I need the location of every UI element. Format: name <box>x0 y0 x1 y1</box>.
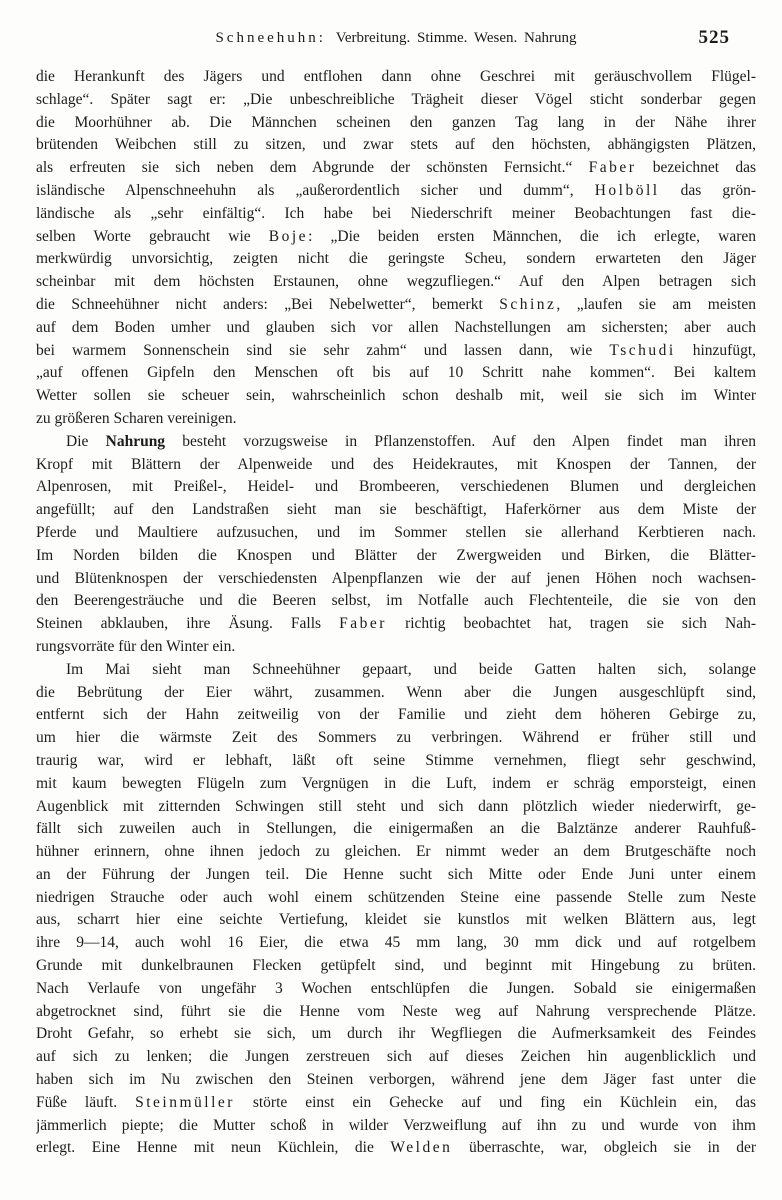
text-segment: Wetter sollen sie scheuer sein, wahrscheinlich schon deshalb mit, weil sie sich im Winter <box>36 387 756 405</box>
text-segment: scheinbar mit dem höchsten Erstaunen, ohne wegzufliegen.“ Auf den Alpen betragen sich <box>36 273 756 291</box>
text-segment: bei warmem Sonnenschein sind sie sehr zahm“ und lassen dann, wie <box>36 341 610 359</box>
text-segment: Füße läuft. <box>36 1093 136 1111</box>
page-number: 525 <box>698 27 730 48</box>
text-segment: haben sich im Nu zwischen den Steinen verborgen, während jene dem Jäger fast unter die <box>36 1071 756 1089</box>
text-segment: Pferde und Maultiere aufzusuchen, und im Sommer stellen sie allerhand Kerbtieren nach. <box>36 523 756 541</box>
text-segment: hinzufügt, <box>675 341 756 359</box>
text-segment: aus, scharrt hier eine seichte Vertiefung, kleidet sie kunstlos mit welken Blättern aus, legt <box>36 911 756 929</box>
text-line <box>36 682 756 705</box>
text-line <box>36 66 756 89</box>
text-segment: das grön- <box>659 181 756 199</box>
text-segment: überraschte, war, obgleich sie in der <box>452 1139 756 1157</box>
text-segment: zu größeren Scharen vereinigen. <box>36 409 237 427</box>
text-line <box>36 112 756 135</box>
text-line <box>36 180 756 203</box>
text-segment: mit kaum bewegten Flügeln zum Vergnügen in die Luft, indem er schräg emporsteigt, einen <box>36 774 756 792</box>
text-segment: brütenden Weibchen still zu sitzen, und zwar stets auf den höchsten, abhängigsten Plätzen, <box>36 136 756 154</box>
text-segment-spaced: Welden <box>390 1139 453 1157</box>
text-segment-spaced: Faber <box>588 159 637 177</box>
text-line <box>36 271 756 294</box>
text-line <box>36 1092 756 1115</box>
text-segment-spaced: Holböll <box>594 181 660 199</box>
text-line <box>36 340 756 363</box>
text-line <box>36 134 756 157</box>
text-line <box>36 955 756 978</box>
text-segment: die Bebrütung der Eier währt, zusammen. Wenn aber die Jungen ausgeschlüpft sind, <box>36 683 756 701</box>
text-line <box>36 1023 756 1046</box>
text-segment: : „Die beiden ersten Männchen, die ich erlegte, waren <box>308 227 756 245</box>
text-line <box>36 978 756 1001</box>
text-line <box>36 909 756 932</box>
text-line <box>36 385 756 408</box>
text-line <box>36 454 756 477</box>
text-segment-spaced: Boje <box>268 227 309 245</box>
text-segment: Grunde mit dunkelbraunen Flecken getüpfelt sind, und beginnt mit Hingebung zu brüten. <box>36 957 756 975</box>
text-segment: bezeichnet das <box>636 159 756 177</box>
text-line <box>36 887 756 910</box>
text-segment-spaced: Steinmüller <box>135 1093 235 1111</box>
text-segment: Kropf mit Blättern der Alpenweide und des Heidekrautes, mit Knospen der Tannen, der <box>36 455 756 473</box>
text-segment: isländische Alpenschneehuhn als „außerordentlich sicher und dumm“, <box>36 181 595 199</box>
text-segment: erlegt. Eine Henne mit neun Küchlein, die <box>36 1139 391 1157</box>
text-segment-spaced: Tschudi <box>609 341 676 359</box>
text-line <box>36 408 756 431</box>
text-segment: ihre 9—14, auch wohl 16 Eier, die etwa 45 mm lang, 30 mm dick und auf rotgelbem <box>36 934 756 952</box>
text-line <box>36 1069 756 1092</box>
text-line <box>36 932 756 955</box>
text-segment: Augenblick mit zitternden Schwingen still steht und sich dann plötzlich wieder niederwirft, ge- <box>36 797 756 815</box>
text-segment: schlage“. Später sagt er: „Die unbeschreibliche Trägheit dieser Vögel sticht sonderbar gegen <box>36 90 756 108</box>
text-segment: merkwürdig unvorsichtig, zeigten nicht die geringste Scheu, sondern erwarteten den Jäger <box>36 250 756 268</box>
text-line <box>36 590 756 613</box>
text-segment: die Moorhühner ab. Die Männchen scheinen den ganzen Tag lang in der Nähe ihrer <box>36 113 756 131</box>
text-line <box>36 750 756 773</box>
text-segment: jämmerlich piepte; die Mutter schoß in wilder Verzweiflung auf ihn zu und wurde von ihm <box>36 1116 756 1134</box>
text-line <box>36 1001 756 1024</box>
text-segment: „auf offenen Gipfeln den Menschen oft bis auf 10 Schritt nahe kommen“. Bei kaltem <box>36 364 756 382</box>
text-segment: Die <box>66 432 106 450</box>
text-line <box>36 203 756 226</box>
text-segment: Steinen abklauben, ihre Äsung. Falls <box>36 615 340 633</box>
text-line <box>36 157 756 180</box>
text-segment: Nach Verlaufe von ungefähr 3 Wochen entschlüpfen die Jungen. Sobald sie einigermaßen <box>36 979 756 997</box>
text-segment: den Beerengesträuche und die Beeren selbst, im Notfalle auch Flechtenteile, die sie von den <box>36 592 756 610</box>
text-line <box>36 1115 756 1138</box>
text-segment: besteht vorzugsweise in Pflanzenstoffen. Auf den Alpen findet man ihren <box>165 432 756 450</box>
text-line <box>36 841 756 864</box>
text-line <box>36 704 756 727</box>
text-segment: hühner erinnern, ohne ihnen jedoch zu gleichen. Er nimmt weder an dem Brutgeschäfte noch <box>36 843 756 861</box>
text-line <box>36 727 756 750</box>
text-segment: an der Führung der Jungen teil. Die Henne sucht sich Mitte oder Ende Juni unter einem <box>36 865 756 883</box>
text-segment: störte einst ein Gehecke auf und fing ein Küchlein ein, das <box>234 1093 756 1111</box>
text-line <box>36 568 756 591</box>
text-segment: Alpenrosen, mit Preißel-, Heidel- und Brombeeren, verschiedenen Blumen und dergleichen <box>36 478 756 496</box>
running-title-keyword: Schneehuhn: <box>215 30 326 46</box>
text-line <box>36 522 756 545</box>
text-segment: auf sich zu lenken; die Jungen zerstreuen sich auf dieses Zeichen hin augenblicklich und <box>36 1048 756 1066</box>
text-segment: Im Norden bilden die Knospen und Blätter der Zwergweiden und Birken, die Blätter- <box>36 546 756 564</box>
text-line <box>36 545 756 568</box>
text-segment-spaced: Faber <box>339 615 387 633</box>
text-line <box>36 1046 756 1069</box>
text-segment: um hier die wärmste Zeit des Sommers zu verbringen. Während er früher still und <box>36 729 756 747</box>
text-segment: entfernt sich der Hahn zeitweilig von der Familie und zieht dem höheren Gebirge zu, <box>36 706 756 724</box>
text-segment: die Schneehühner nicht anders: „Bei Nebelwetter“, bemerkt <box>36 295 500 313</box>
text-line <box>36 818 756 841</box>
text-segment: selben Worte gebraucht wie <box>36 227 269 245</box>
text-segment: als erfreuten sie sich neben dem Abgrunde der schönsten Fernsicht.“ <box>36 159 589 177</box>
text-segment: Droht Gefahr, so erhebt sie sich, um durch ihr Wegfliegen die Aufmerksamkeit des Feindes <box>36 1025 756 1043</box>
text-segment: abgetrocknet sind, führt sie die Henne vom Neste weg auf Nahrung versprechende Plätze. <box>36 1002 756 1020</box>
text-line <box>36 362 756 385</box>
text-line <box>36 89 756 112</box>
text-line <box>36 636 756 659</box>
running-title-sections: Verbreitung. Stimme. Wesen. Nahrung <box>335 30 577 46</box>
text-segment: traurig war, wird er lebhaft, läßt oft seine Stimme vernehmen, fliegt sehr geschwind, <box>36 751 756 769</box>
page-header <box>36 27 756 54</box>
text-segment: niedrigen Strauche oder auch wohl einem schützenden Steine eine passende Stelle zum Neste <box>36 888 756 906</box>
text-segment: die Herankunft des Jägers und entflohen dann ohne Geschrei mit geräuschvollem Flügel- <box>36 68 756 85</box>
text-line <box>36 659 756 682</box>
text-line <box>36 773 756 796</box>
text-segment: auf dem Boden umher und glauben sich vor allen Nachstellungen am sichersten; aber auch <box>36 318 756 336</box>
running-title <box>215 30 576 46</box>
text-segment: angefüllt; auf den Landstraßen sieht man sie beschäftigt, Haferkörner aus dem Miste der <box>36 501 756 519</box>
text-segment: , „laufen sie am meisten <box>556 295 756 313</box>
text-line <box>36 476 756 499</box>
text-line <box>36 613 756 636</box>
text-line <box>36 294 756 317</box>
text-segment: rungsvorräte für den Winter ein. <box>36 637 236 655</box>
text-segment: fällt sich zuweilen auch in Stellungen, die einigermaßen an die Balztänze anderer Rauhfuß- <box>36 820 756 838</box>
text-segment-spaced: Schinz <box>499 295 557 313</box>
text-line <box>36 226 756 249</box>
text-segment: und Blütenknospen der verschiedensten Alpenpflanzen wie der auf jenen Höhen noch wachsen- <box>36 569 756 587</box>
text-line <box>36 499 756 522</box>
text-segment: Im Mai sieht man Schneehühner gepaart, und beide Gatten halten sich, solange <box>66 660 756 678</box>
text-segment-bold: Nahrung <box>105 432 166 450</box>
text-segment: richtig beobachtet hat, tragen sie sich Nah- <box>386 615 756 633</box>
text-line <box>36 1137 756 1160</box>
text-segment: ländische als „sehr einfältig“. Ich habe bei Niederschrift meiner Beobachtungen fast die- <box>36 204 756 222</box>
text-line <box>36 431 756 454</box>
text-line <box>36 317 756 340</box>
text-line <box>36 248 756 271</box>
text-line <box>36 864 756 887</box>
text-body <box>36 66 756 1160</box>
text-line <box>36 796 756 819</box>
